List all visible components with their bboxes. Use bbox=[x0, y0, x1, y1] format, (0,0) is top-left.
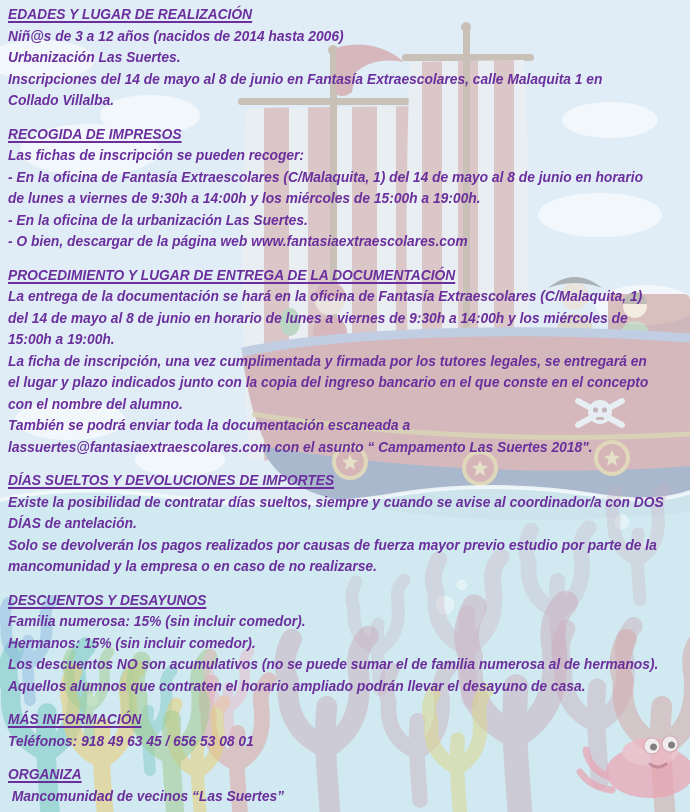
section-dias-sueltos bbox=[8, 470, 690, 578]
text-line: 15:00h a 19:00h. bbox=[8, 331, 115, 348]
text-line: Solo se devolverán los pagos realizados por causas de fuerza mayor previo estudio por parte de la bbox=[8, 536, 657, 554]
text-line: con el nombre del alumno. bbox=[8, 395, 183, 413]
text-line: Urbanización Las Suertes. bbox=[8, 49, 181, 66]
text-line: Collado Villalba. bbox=[8, 92, 115, 109]
text-line: Las fichas de inscripción se pueden recoger: bbox=[8, 147, 305, 164]
section-procedimiento bbox=[8, 265, 690, 459]
section-heading: ORGANIZA bbox=[8, 766, 82, 783]
section-mas-informacion bbox=[8, 709, 690, 752]
text-line: de lunes a viernes de 9:30h a 14:00h y los miércoles de 15:00h a 19:00h. bbox=[8, 190, 481, 207]
text-line: Inscripciones del 14 de mayo al 8 de junio en Fantasía Extraescolares, calle Malaquita 1 en bbox=[8, 70, 603, 88]
text-line: Mancomunidad de vecinos “Las Suertes” bbox=[8, 787, 285, 805]
section-heading: DÍAS SUELTOS Y DEVOLUCIONES DE IMPORTES bbox=[8, 472, 335, 489]
text-line: Existe la posibilidad de contratar días sueltos, siempre y cuando se avise al coordinador/a con DOS bbox=[8, 493, 664, 511]
section-organiza bbox=[8, 764, 690, 807]
section-heading: EDADES Y LUGAR DE REALIZACIÓN bbox=[8, 6, 253, 23]
text-line: - O bien, descargar de la página web www.fantasiaextraescolares.com bbox=[8, 233, 468, 250]
section-edades bbox=[8, 4, 690, 112]
text-line: La ficha de inscripción, una vez cumplimentada y firmada por los tutores legales, se entregará en bbox=[8, 352, 647, 370]
text-line: Familia numerosa: 15% (sin incluir comedor). bbox=[8, 613, 306, 630]
text-line: También se podrá enviar toda la documentación escaneada a bbox=[8, 417, 411, 434]
text-line: lassuertes@fantasiaextraescolares.com con el asunto “ Campamento Las Suertes 2018". bbox=[8, 438, 593, 456]
section-recogida bbox=[8, 124, 690, 253]
text-line: Teléfonos: 918 49 63 45 / 656 53 08 01 bbox=[8, 732, 254, 750]
section-descuentos bbox=[8, 590, 690, 698]
section-heading: PROCEDIMIENTO Y LUGAR DE ENTREGA DE LA DOCUMENTACIÓN bbox=[8, 266, 456, 284]
section-heading: MÁS INFORMACIÓN bbox=[8, 711, 142, 728]
text-line: La entrega de la documentación se hará en la oficina de Fantasía Extraescolares (C/Malaquita, 1) bbox=[8, 288, 643, 305]
text-line: mancomunidad y la empresa o en caso de no realizarse. bbox=[8, 558, 377, 575]
text-line: Hermanos: 15% (sin incluir comedor). bbox=[8, 634, 256, 652]
text-line: Aquellos alumnos que contraten el horario ampliado podrán llevar el desayuno de casa. bbox=[8, 677, 586, 695]
section-heading: DESCUENTOS Y DESAYUNOS bbox=[8, 591, 207, 609]
text-line: del 14 de mayo al 8 de junio en horario de lunes a viernes de 9:30h a 14:00h y los miércoles de bbox=[8, 309, 628, 327]
text-line: Los descuentos NO son acumulativos (no se puede sumar el de familia numerosa al de hermanos). bbox=[8, 656, 659, 673]
text-line: - En la oficina de la urbanización Las Suertes. bbox=[8, 211, 308, 229]
text-line: el lugar y plazo indicados junto con la copia del ingreso bancario en el que conste en el concepto bbox=[8, 374, 649, 391]
section-heading: RECOGIDA DE IMPRESOS bbox=[8, 125, 182, 143]
text-line: - En la oficina de Fantasía Extraescolares (C/Malaquita, 1) del 14 de mayo al 8 de junio en horario bbox=[8, 168, 644, 186]
text-line: Niñ@s de 3 a 12 años (nacidos de 2014 hasta 2006) bbox=[8, 27, 344, 45]
text-line: DÍAS de antelación. bbox=[8, 515, 137, 532]
